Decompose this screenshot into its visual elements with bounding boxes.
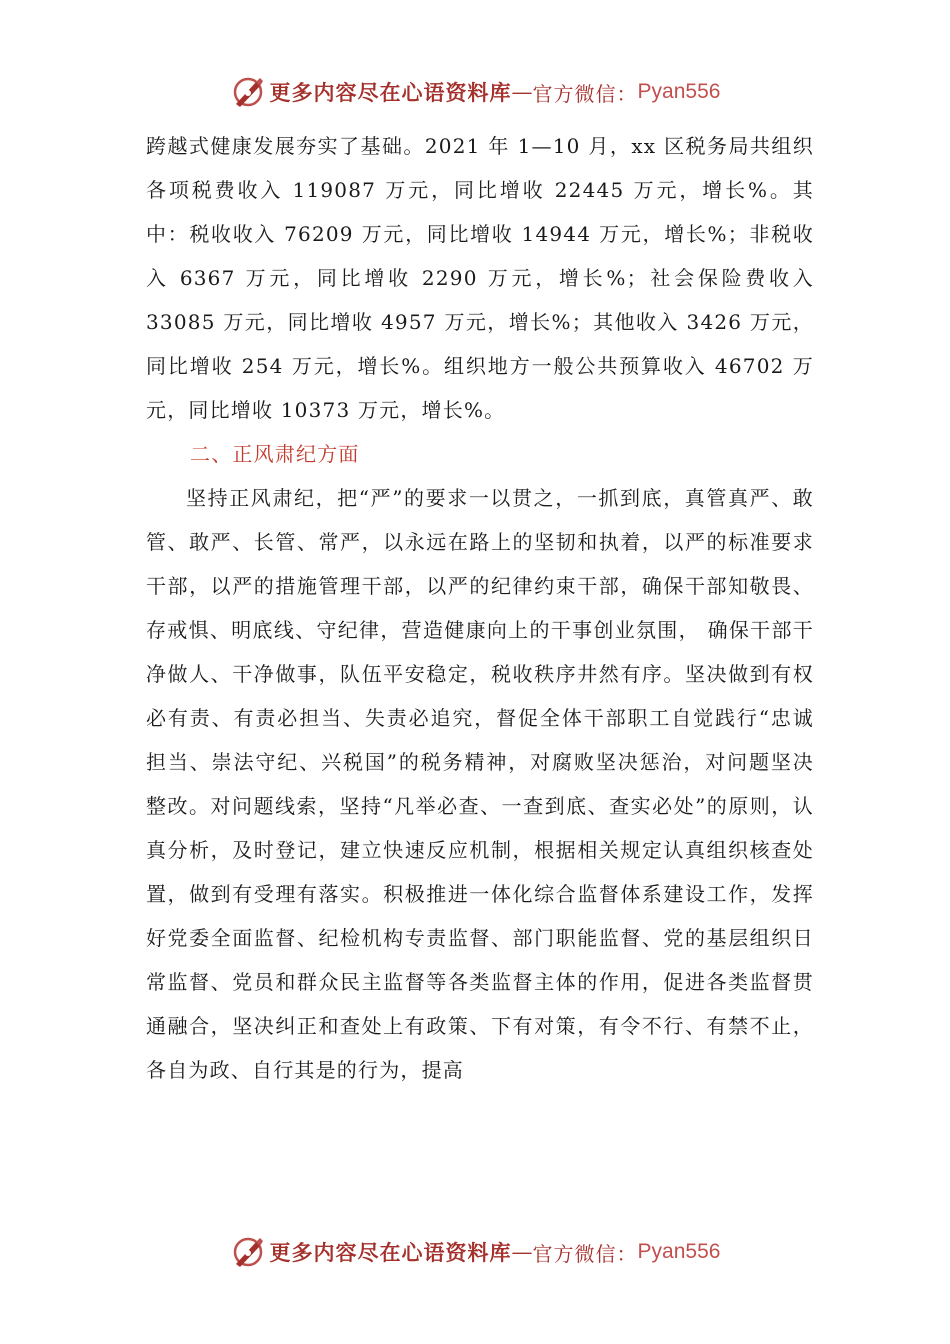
banner-wechat-id: Pyan556 [637,80,721,103]
banner-label: 官方微信： [532,1241,638,1266]
footer-banner [0,1232,950,1272]
paragraph-discipline: 坚持正风肃纪，把“严”的要求一以贯之，一抓到底，真管真严、敢管、敢严、长管、常严，以永远在路上的坚韧和执着，以严的标准要求干部，以严的措施管理干部，以严的纪律约束干部，确保干部知敬畏、存戒惧、明底线、守纪律，营造健康向上的干事创业氛围， 确保干部干净做人、干净做事，队伍平安稳定，税收秩序井然有序。坚决做到有权必有责、有责必担当、失责必追究，督促全体干部职工自觉践行“忠诚担当、崇法守纪、兴税国”的税务精神，对腐败坚决惩治，对问题坚决整改。对问题线索，坚持“凡举必查、一查到底、查实必处”的原则，认真分析，及时登记，建立快速反应机制，根据相关规定认真组织核查处置，做到有受理有落实。积极推进一体化综合监督体系建设工作，发挥好党委全面监督、纪检机构专责监督、部门职能监督、党的基层组织日常监督、党员和群众民主监督等各类监督主体的作用，促进各类监督贯通融合，坚决纠正和查处上有政策、下有对策，有令不行、有禁不止，各自为政、自行其是的行为，提高 [146,486,814,1082]
paragraph-revenue: 跨越式健康发展夯实了基础。2021 年 1—10 月，xx 区税务局共组织各项税费收入 119087 万元，同比增收 22445 万元，增长%。其中：税收收入 76209 万元，同比增收 14944 万元，增长%；非税收入 6367 万元，同比增收 2290 万元，增长%；社会保险费收入 33085 万元，同比增收 4957 万元，增长%；其他收入 3426 万元，同比增收 254 万元，增长%。组织地方一般公共预算收入 46702 万元，同比增收 10373 万元，增长%。 [146,134,814,422]
banner-title: 更多内容尽在心语资料库 [269,80,512,105]
section-heading: 二、正风肃纪方面 [190,442,360,466]
banner-wechat-id: Pyan556 [637,1240,721,1263]
pen-logo-icon [230,1234,266,1270]
header-banner [0,72,950,112]
pen-logo-icon [230,74,266,110]
banner-label: 官方微信： [532,81,638,106]
document-body [146,124,814,1092]
banner-title: 更多内容尽在心语资料库 [269,1240,512,1265]
banner-separator: — [511,1240,533,1264]
banner-separator: — [511,80,533,104]
